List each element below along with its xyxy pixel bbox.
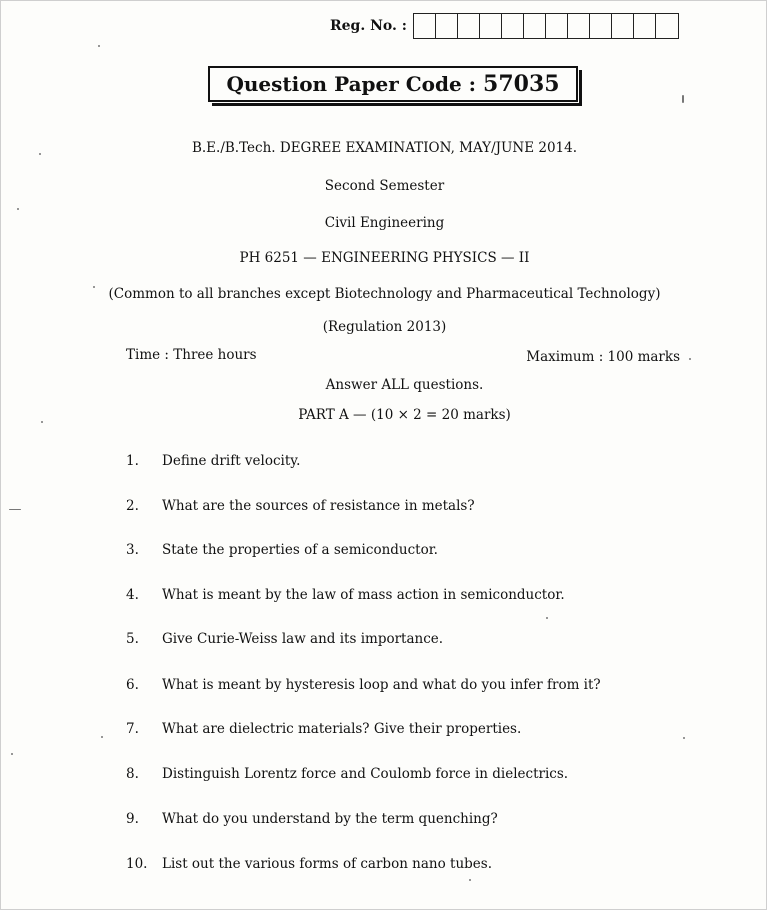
question-number: 7. (126, 721, 139, 737)
question-text: Give Curie-Weiss law and its importance. (162, 631, 444, 647)
reg-digit-box (656, 14, 678, 38)
question-number: 9. (126, 811, 139, 827)
scan-speck (546, 617, 548, 619)
reg-digit-box (480, 14, 502, 38)
scan-speck (41, 421, 43, 423)
reg-digit-box (458, 14, 480, 38)
reg-no-boxes (413, 13, 679, 39)
reg-digit-box (546, 14, 568, 38)
question-item (126, 811, 498, 827)
exam-title: B.E./B.Tech. DEGREE EXAMINATION, MAY/JUNE 2014. (191, 140, 578, 156)
code-number: 57035 (483, 71, 560, 97)
scan-speck (689, 358, 691, 360)
scan-speck (39, 153, 41, 155)
question-text: What do you understand by the term quenching? (162, 811, 498, 827)
subject: PH 6251 — ENGINEERING PHYSICS — II (239, 250, 530, 266)
question-paper-code (208, 66, 578, 102)
question-item (126, 587, 565, 603)
code-label: Question Paper Code : (226, 72, 484, 96)
part-heading: PART A — (10 × 2 = 20 marks) (298, 407, 511, 423)
scan-speck (469, 879, 471, 881)
reg-digit-box (568, 14, 590, 38)
reg-digit-box (436, 14, 458, 38)
question-text: What is meant by the law of mass action in semiconductor. (162, 587, 565, 603)
semester: Second Semester (324, 178, 445, 194)
question-text: Define drift velocity. (162, 453, 301, 469)
question-item (126, 542, 438, 558)
question-number: 6. (126, 677, 139, 693)
question-number: 4. (126, 587, 139, 603)
question-item (126, 498, 475, 514)
common-to-note: (Common to all branches except Biotechnology and Pharmaceutical Technology) (108, 286, 661, 302)
question-number: 5. (126, 631, 139, 647)
question-text: What is meant by hysteresis loop and what do you infer from it? (162, 677, 601, 693)
reg-digit-box (634, 14, 656, 38)
question-number: 2. (126, 498, 139, 514)
branch: Civil Engineering (324, 215, 445, 231)
question-number: 10. (126, 856, 148, 872)
reg-digit-box (502, 14, 524, 38)
question-item (126, 721, 521, 737)
scan-speck (98, 45, 100, 47)
question-number: 1. (126, 453, 139, 469)
registration-number (330, 13, 679, 39)
question-item (126, 766, 568, 782)
question-text: What are the sources of resistance in metals? (162, 498, 475, 514)
maximum-marks: Maximum : 100 marks (526, 349, 680, 365)
reg-digit-box (414, 14, 436, 38)
instruction: Answer ALL questions. (325, 377, 484, 393)
reg-no-label: Reg. No. : (330, 18, 407, 34)
reg-digit-box (612, 14, 634, 38)
scan-speck (17, 208, 19, 210)
question-item (126, 453, 300, 469)
question-item (126, 631, 443, 647)
question-item (126, 856, 492, 872)
question-text: State the properties of a semiconductor. (162, 542, 438, 558)
scan-speck (9, 509, 21, 510)
question-number: 3. (126, 542, 139, 558)
time-allowed: Time : Three hours (126, 347, 257, 363)
question-text: List out the various forms of carbon nano tubes. (162, 856, 493, 872)
reg-digit-box (590, 14, 612, 38)
scan-speck (683, 737, 685, 739)
question-item (126, 677, 601, 693)
scan-speck (93, 286, 95, 288)
scan-speck (682, 95, 684, 103)
question-text: What are dielectric materials? Give their properties. (162, 721, 522, 737)
question-number: 8. (126, 766, 139, 782)
scan-speck (11, 753, 13, 755)
reg-digit-box (524, 14, 546, 38)
regulation: (Regulation 2013) (322, 319, 447, 335)
question-text: Distinguish Lorentz force and Coulomb force in dielectrics. (162, 766, 569, 782)
scan-speck (101, 736, 103, 738)
